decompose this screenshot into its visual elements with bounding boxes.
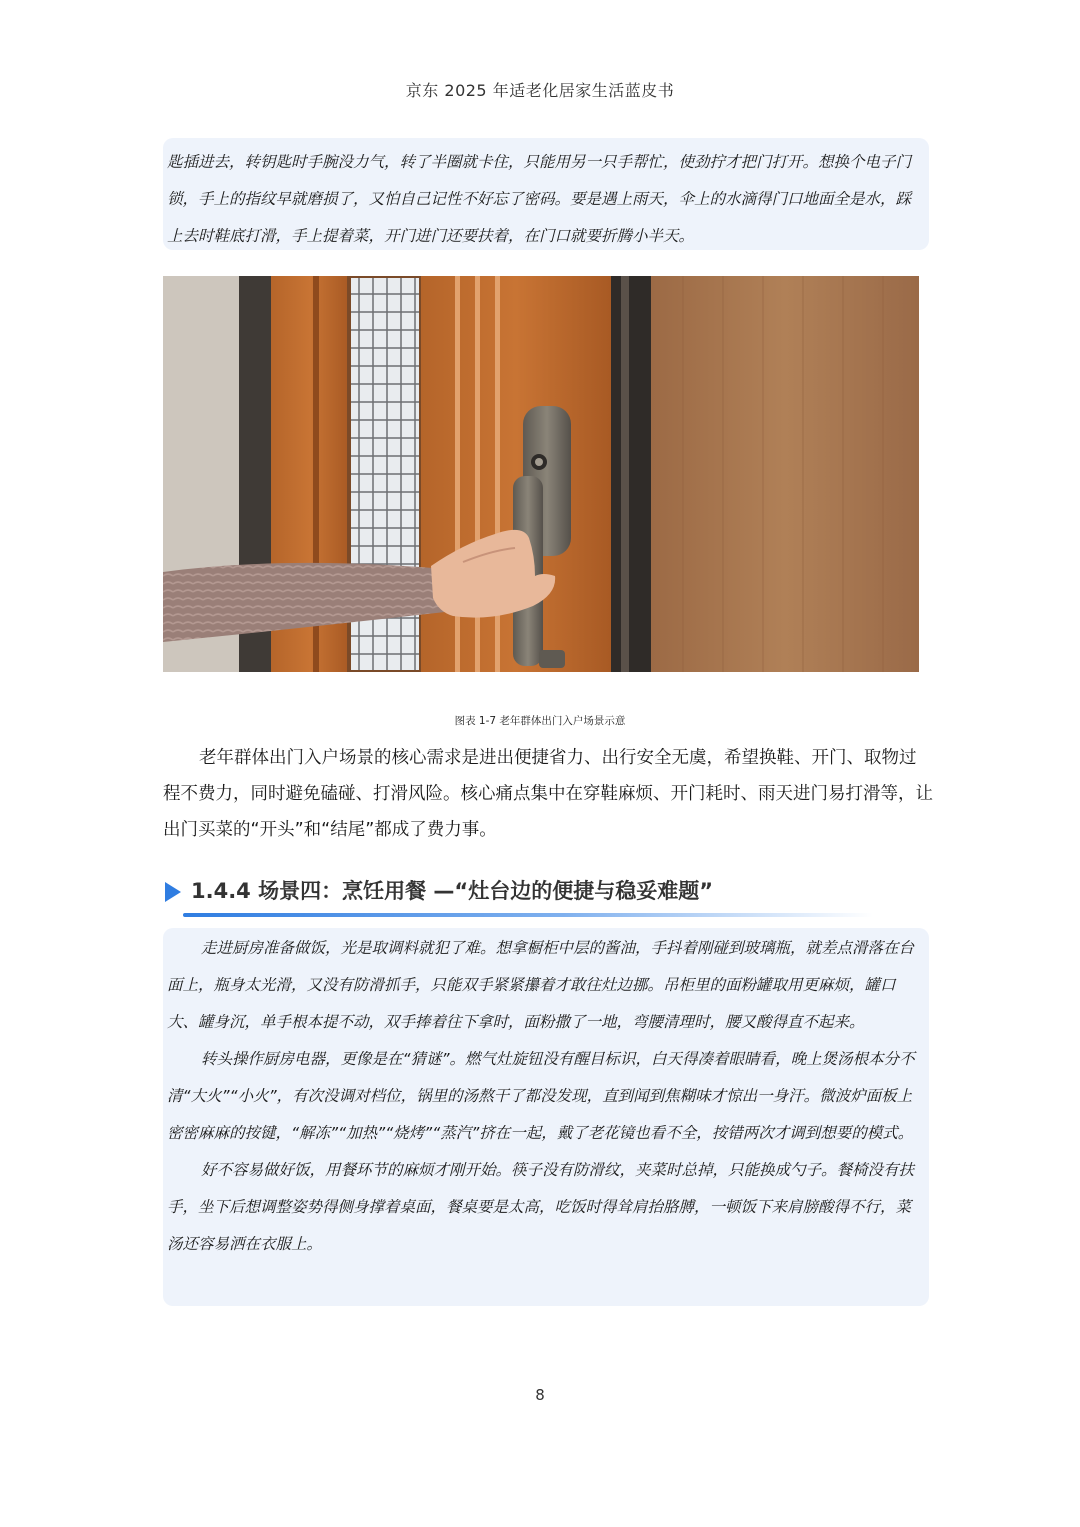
section-title: 1.4.4 场景四：烹饪用餐 —“灶台边的便捷与稳妥难题” <box>191 879 714 903</box>
figure-caption: 图表 1-7 老年群体出门入户场景示意 <box>454 715 626 727</box>
running-header: 京东 2025 年适老化居家生活蓝皮书 <box>405 81 675 100</box>
heading-underline <box>183 913 873 917</box>
body-paragraph: 老年群体出门入户场景的核心需求是进出便捷省力、出行安全无虞，希望换鞋、开门、取物过程不费力，同时避免磕碰、打滑风险。核心痛点集中在穿鞋麻烦、开门耗时、雨天进门易打滑等，让出门买菜的“开头”和“结尾”都成了费力事。 <box>163 748 933 840</box>
page-number: 8 <box>535 1386 545 1404</box>
quote-box-bottom <box>163 928 929 1306</box>
quote-paragraph: 转头操作厨房电器，更像是在“猜谜”。燃气灶旋钮没有醒目标识，白天得凑着眼睛看，晚上煲汤根本分不清“大火”“小火”，有次没调对档位，锅里的汤熬干了都没发现，直到闻到焦糊味才惊出一身汗。微波炉面板上密密麻麻的按键，“解冻”“加热”“烧烤”“蒸汽”挤在一起，戴了老花镜也看不全，按错两次才调到想要的模式。 <box>167 1050 915 1142</box>
quote-paragraph: 走进厨房准备做饭，光是取调料就犯了难。想拿橱柜中层的酱油，手抖着刚碰到玻璃瓶，就差点滑落在台面上，瓶身太光滑，又没有防滑抓手，只能双手紧紧攥着才敢往灶边挪。吊柜里的面粉罐取用更麻烦，罐口大、罐身沉，单手根本提不动，双手捧着往下拿时，面粉撒了一地，弯腰清理时，腰又酸得直不起来。 <box>167 939 915 1031</box>
quote-paragraph: 好不容易做好饭，用餐环节的麻烦才刚开始。筷子没有防滑纹，夹菜时总掉，只能换成勺子。餐椅没有扶手，坐下后想调整姿势得侧身撑着桌面，餐桌要是太高，吃饭时得耸肩抬胳膊，一顿饭下来肩膀酸得不行，菜汤还容易洒在衣服上。 <box>167 1161 915 1253</box>
quote-box-top <box>163 138 929 250</box>
door-handle-photo <box>163 276 919 672</box>
quote-paragraph: 匙插进去，转钥匙时手腕没力气，转了半圈就卡住，只能用另一只手帮忙，使劲拧才把门打开。想换个电子门锁，手上的指纹早就磨损了，又怕自己记性不好忘了密码。要是遇上雨天，伞上的水滴得门口地面全是水，踩上去时鞋底打滑，手上提着菜，开门进门还要扶着，在门口就要折腾小半天。 <box>167 153 912 245</box>
photo-illustration <box>163 276 919 672</box>
triangle-bullet-icon <box>165 882 181 902</box>
section-heading <box>165 873 925 913</box>
